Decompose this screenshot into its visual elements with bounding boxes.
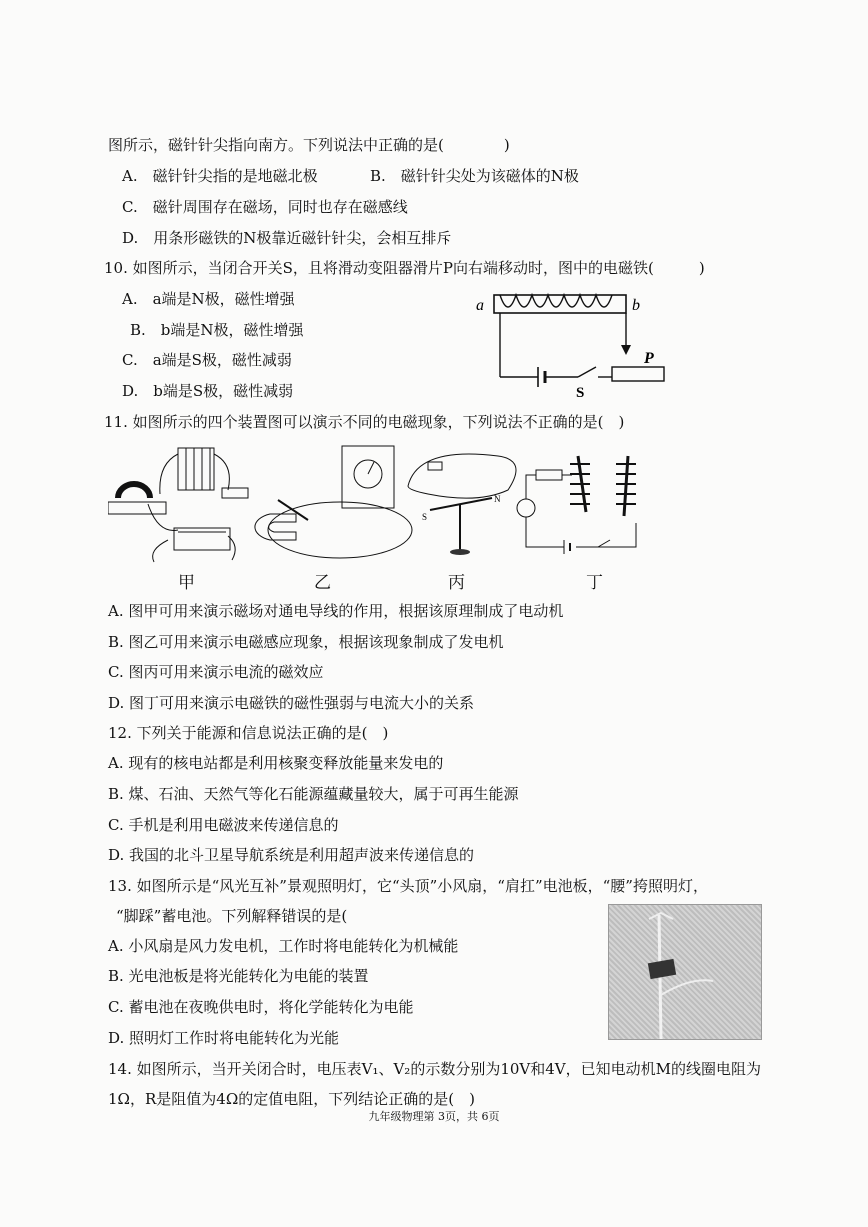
q10-stem: 10. 如图所示，当闭合开关S，且将滑动变阻器滑片P向右端移动时，图中的电磁铁( ) [104, 259, 705, 277]
q11-stem: 11. 如图所示的四个装置图可以演示不同的电磁现象，下列说法不正确的是( ) [104, 413, 625, 431]
q9-option-c: C. 磁针周围存在磁场，同时也存在磁感线 [122, 198, 408, 216]
q13-option-b: B. 光电池板是将光能转化为电能的装置 [108, 967, 369, 985]
q11-four-devices-figure [108, 440, 668, 565]
q10-option-c: C. a端是S极，磁性减弱 [122, 351, 292, 369]
q11-option-a: A. 图甲可用来演示磁场对通电导线的作用，根据该原理制成了电动机 [108, 602, 564, 620]
figure-bing-oersted-experiment [408, 454, 516, 555]
q9-stem: 图所示，磁针针尖指向南方。下列说法中正确的是( ) [108, 136, 510, 154]
q9-option-d: D. 用条形磁铁的N极靠近磁针针尖，会相互排斥 [122, 229, 452, 247]
q14-stem-line2: 1Ω，R是阻值为4Ω的定值电阻，下列结论正确的是( ) [108, 1090, 475, 1108]
q10-label-s: S [576, 385, 585, 400]
page-footer: 九年级物理第 3页，共 6页 [368, 1110, 500, 1123]
q11-caption-ding: 丁 [586, 573, 603, 593]
q11-caption-yi: 乙 [314, 573, 331, 593]
q13-stem-line2: “脚踩”蓄电池。下列解释错误的是( [116, 907, 348, 925]
q12-option-d: D. 我国的北斗卫星导航系统是利用超声波来传递信息的 [108, 846, 475, 864]
q10-option-d: D. b端是S极，磁性减弱 [122, 382, 294, 400]
q10-label-b: b [632, 297, 640, 314]
q13-option-a: A. 小风扇是风力发电机，工作时将电能转化为机械能 [108, 937, 459, 955]
q13-street-lamp-photo [608, 904, 762, 1040]
svg-text:S: S [422, 512, 428, 522]
q11-option-d: D. 图丁可用来演示电磁铁的磁性强弱与电流大小的关系 [108, 694, 475, 712]
q10-option-a: A. a端是N极，磁性增强 [122, 290, 295, 308]
q12-option-b: B. 煤、石油、天然气等化石能源蕴藏量较大，属于可再生能源 [108, 785, 519, 803]
q10-label-p: P [644, 350, 654, 367]
q9-option-a: A. 磁针针尖指的是地磁北极 [122, 167, 318, 185]
figure-ding-electromagnet-current [517, 456, 636, 554]
q11-option-c: C. 图丙可用来演示电流的磁效应 [108, 663, 324, 681]
street-lamp-icon [609, 905, 761, 1039]
figure-yi-generator-principle [255, 446, 412, 558]
q10-option-b: B. b端是N极，磁性增强 [130, 321, 304, 339]
q13-option-d: D. 照明灯工作时将电能转化为光能 [108, 1029, 340, 1047]
q10-label-a: a [476, 297, 484, 314]
q11-caption-bing: 丙 [448, 573, 465, 593]
q14-stem-line1: 14. 如图所示，当开关闭合时，电压表V₁、V₂的示数分别为10V和4V，已知电动机M的线圈电阻为 [108, 1060, 761, 1078]
q12-option-a: A. 现有的核电站都是利用核聚变释放能量来发电的 [108, 754, 444, 772]
q11-caption-jia: 甲 [178, 573, 195, 593]
q13-stem-line1: 13. 如图所示是“风光互补”景观照明灯，它“头顶”小风扇，“肩扛”电池板，“腰”挎照明灯， [108, 877, 708, 895]
figure-jia-motor-principle [108, 448, 248, 562]
q10-electromagnet-circuit-figure [470, 285, 670, 400]
svg-text:N: N [494, 494, 501, 504]
q13-option-c: C. 蓄电池在夜晚供电时，将化学能转化为电能 [108, 998, 414, 1016]
q12-option-c: C. 手机是利用电磁波来传递信息的 [108, 816, 339, 834]
q12-stem: 12. 下列关于能源和信息说法正确的是( ) [108, 724, 389, 742]
q11-option-b: B. 图乙可用来演示电磁感应现象，根据该现象制成了发电机 [108, 633, 504, 651]
q9-option-b: B. 磁针针尖处为该磁体的N极 [370, 167, 579, 185]
